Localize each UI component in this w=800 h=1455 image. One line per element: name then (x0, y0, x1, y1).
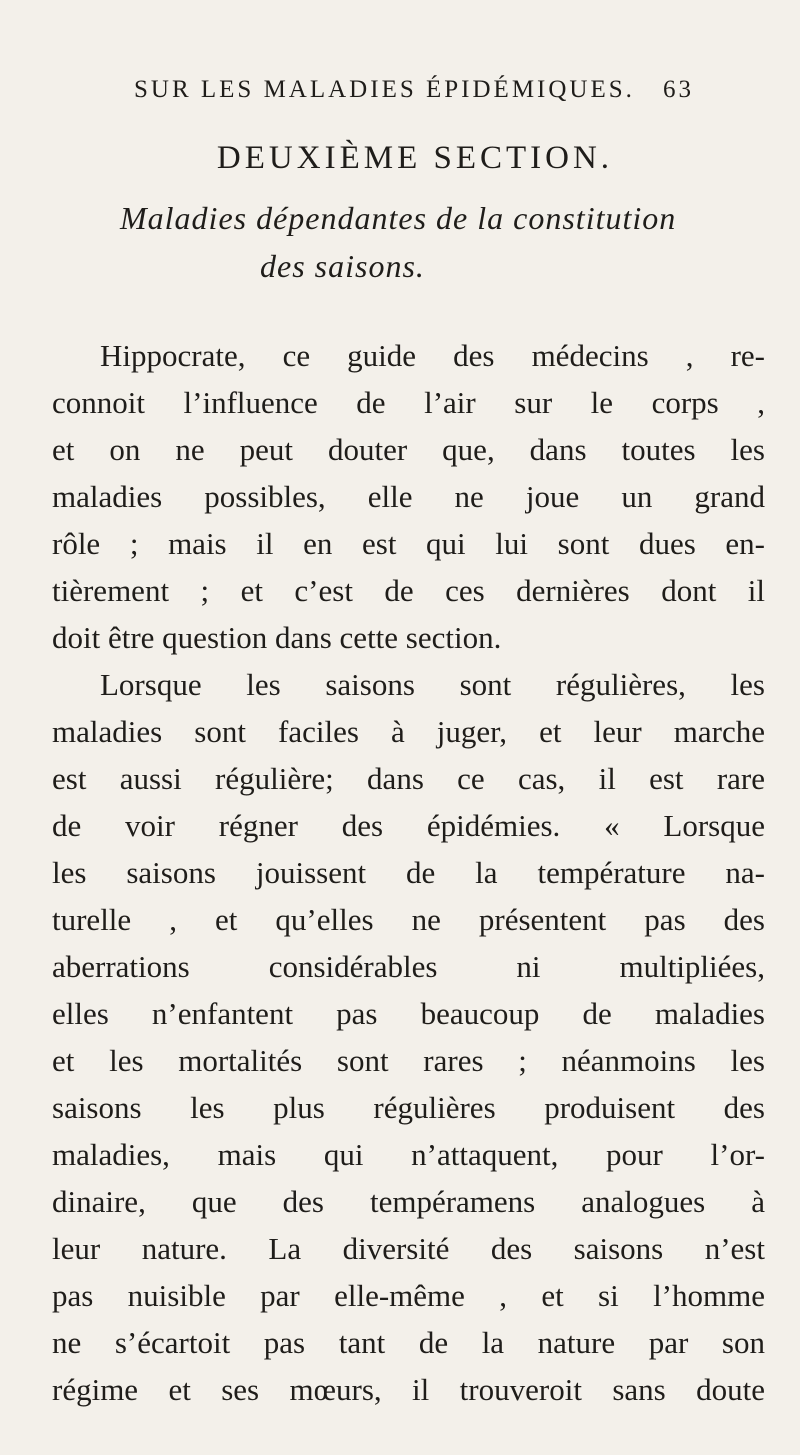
running-head-title: SUR LES MALADIES ÉPIDÉMIQUES. (134, 76, 635, 103)
body-line: pas nuisible par elle-même , et si l’homme (52, 1278, 765, 1313)
body-line: saisons les plus régulières produisent des (52, 1090, 765, 1125)
body-line: tièrement ; et c’est de ces dernières dont il (52, 573, 765, 608)
body-line: connoit l’influence de l’air sur le corps , (52, 385, 765, 420)
running-head (134, 76, 694, 112)
body-line: Lorsque les saisons sont régulières, les (100, 667, 765, 702)
body-line: maladies, mais qui n’attaquent, pour l’or- (52, 1137, 765, 1172)
body-line: Hippocrate, ce guide des médecins , re- (100, 338, 765, 373)
body-line: de voir régner des épidémies. « Lorsque (52, 808, 765, 843)
section-subtitle-line-1: Maladies dépendantes de la constitution (120, 200, 677, 236)
body-line: ne s’écartoit pas tant de la nature par son (52, 1325, 765, 1360)
body-line: dinaire, que des tempéramens analogues à (52, 1184, 765, 1219)
body-line: doit être question dans cette section. (52, 620, 502, 655)
body-line: régime et ses mœurs, il trouveroit sans doute (52, 1372, 765, 1407)
body-line: turelle , et qu’elles ne présentent pas des (52, 902, 765, 937)
body-line: les saisons jouissent de la température na- (52, 855, 765, 890)
body-line: maladies possibles, elle ne joue un grand (52, 479, 765, 514)
section-heading: DEUXIÈME SECTION. (216, 140, 614, 176)
body-line: et les mortalités sont rares ; néanmoins les (52, 1043, 765, 1078)
body-line: aberrations considérables ni multipliées, (52, 949, 765, 984)
body-line: leur nature. La diversité des saisons n’est (52, 1231, 765, 1266)
body-line: est aussi régulière; dans ce cas, il est rare (52, 761, 765, 796)
body-line: maladies sont faciles à juger, et leur marche (52, 714, 765, 749)
section-subtitle-line-2: des saisons. (260, 248, 425, 284)
page-number: 63 (663, 76, 694, 103)
body-line: rôle ; mais il en est qui lui sont dues en- (52, 526, 765, 561)
body-line: elles n’enfantent pas beaucoup de maladies (52, 996, 765, 1031)
body-line: et on ne peut douter que, dans toutes les (52, 432, 765, 467)
